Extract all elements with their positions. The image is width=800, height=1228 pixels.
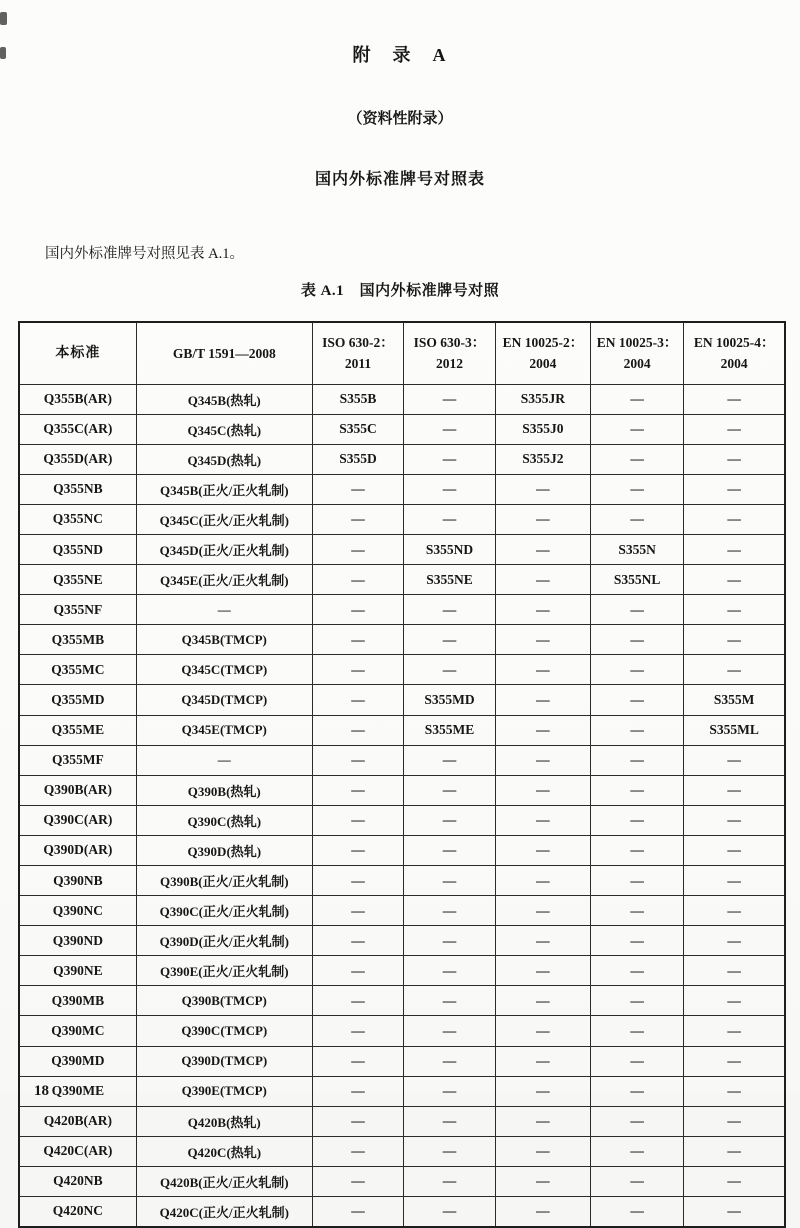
table-cell: Q345C(热轧)	[136, 414, 312, 444]
table-row	[19, 655, 785, 685]
table-cell: —	[684, 956, 785, 986]
appendix-heading: 国内外标准牌号对照表	[314, 171, 485, 188]
table-header-text: GB/T 1591—2008	[172, 345, 276, 361]
table-cell: Q390MB	[19, 986, 136, 1016]
table-cell: S355C	[312, 414, 403, 444]
table-header-cell	[19, 322, 136, 384]
table-cell: Q390C(热轧)	[136, 805, 312, 835]
table-row	[19, 896, 785, 926]
table-cell: —	[312, 805, 403, 835]
table-cell: —	[495, 866, 590, 896]
scan-artifact	[0, 47, 6, 59]
table-cell: —	[312, 835, 403, 865]
table-cell: Q345D(热轧)	[136, 444, 312, 474]
table-cell: Q390D(热轧)	[136, 835, 312, 865]
table-row	[19, 1106, 785, 1136]
table-cell: Q390NC	[19, 896, 136, 926]
table-cell: —	[404, 926, 496, 956]
table-cell: —	[495, 715, 590, 745]
table-header-text: 2004	[720, 356, 748, 372]
table-cell: —	[312, 775, 403, 805]
table-cell: Q345E(正火/正火轧制)	[136, 565, 312, 595]
table-row	[19, 1046, 785, 1076]
table-cell: S355ML	[684, 715, 785, 745]
table-row	[19, 926, 785, 956]
table-cell: —	[312, 866, 403, 896]
table-cell: —	[495, 1106, 590, 1136]
table-cell: —	[684, 565, 785, 595]
table-cell: Q390D(AR)	[19, 835, 136, 865]
table-cell: —	[404, 1197, 496, 1227]
table-row	[19, 1016, 785, 1046]
table-cell: —	[590, 1166, 683, 1196]
table-cell: S355M	[684, 685, 785, 715]
table-row	[19, 685, 785, 715]
table-cell: —	[684, 444, 785, 474]
table-cell: Q355MB	[19, 625, 136, 655]
table-cell: —	[684, 655, 785, 685]
table-row	[19, 835, 785, 865]
table-cell: —	[495, 595, 590, 625]
table-cell: Q345E(TMCP)	[136, 715, 312, 745]
table-cell: —	[312, 896, 403, 926]
table-cell: S355J0	[495, 414, 590, 444]
table-cell: Q355NB	[19, 474, 136, 504]
table-cell: —	[590, 655, 683, 685]
table-row	[19, 625, 785, 655]
table-cell: —	[684, 926, 785, 956]
table-cell: —	[495, 986, 590, 1016]
table-cell: S355MD	[404, 685, 496, 715]
table-cell: —	[590, 444, 683, 474]
table-row	[19, 1197, 785, 1227]
table-cell: —	[404, 745, 496, 775]
table-cell: —	[495, 1076, 590, 1106]
table-cell: —	[495, 1046, 590, 1076]
table-cell: —	[312, 474, 403, 504]
table-row	[19, 775, 785, 805]
table-cell: Q420NC	[19, 1197, 136, 1227]
table-cell: —	[590, 1076, 683, 1106]
table-cell: —	[312, 1046, 403, 1076]
table-cell: Q420C(热轧)	[136, 1136, 312, 1166]
table-header-text: 2004	[529, 356, 557, 372]
table-cell: —	[590, 835, 683, 865]
table-cell: S355JR	[495, 384, 590, 414]
table-cell: Q355NE	[19, 565, 136, 595]
table-row	[19, 956, 785, 986]
table-cell: —	[684, 414, 785, 444]
table-cell: Q355C(AR)	[19, 414, 136, 444]
table-cell: —	[590, 775, 683, 805]
table-cell: —	[312, 1076, 403, 1106]
table-cell: Q345B(正火/正火轧制)	[136, 474, 312, 504]
table-cell: —	[684, 504, 785, 534]
table-cell: Q390C(AR)	[19, 805, 136, 835]
table-cell: S355NL	[590, 565, 683, 595]
table-row	[19, 1076, 785, 1106]
table-cell: —	[404, 986, 496, 1016]
table-cell: —	[312, 1016, 403, 1046]
table-head	[19, 322, 785, 384]
table-header-text: EN 10025-3：	[596, 335, 678, 351]
table-cell: —	[312, 1136, 403, 1166]
table-cell: —	[404, 1166, 496, 1196]
table-header-text: EN 10025-4：	[693, 335, 775, 351]
table-cell: S355B	[312, 384, 403, 414]
table-cell: Q355MD	[19, 685, 136, 715]
appendix-title: 附 录 A	[352, 45, 448, 65]
table-cell: —	[590, 805, 683, 835]
table-body	[19, 384, 785, 1227]
table-cell: —	[684, 775, 785, 805]
table-cell: —	[590, 896, 683, 926]
table-cell: —	[684, 866, 785, 896]
table-cell: —	[495, 504, 590, 534]
table-cell: —	[312, 1106, 403, 1136]
table-row	[19, 565, 785, 595]
table-cell: —	[590, 926, 683, 956]
table-cell: —	[684, 805, 785, 835]
table-row	[19, 715, 785, 745]
table-cell: Q390B(正火/正火轧制)	[136, 866, 312, 896]
table-cell: Q420C(AR)	[19, 1136, 136, 1166]
table-cell: Q345B(热轧)	[136, 384, 312, 414]
table-cell: —	[590, 1136, 683, 1166]
table-cell: Q355NF	[19, 595, 136, 625]
table-cell: —	[404, 655, 496, 685]
table-row	[19, 1136, 785, 1166]
table-row	[19, 805, 785, 835]
table-cell: Q390MD	[19, 1046, 136, 1076]
table-header-text: EN 10025-2：	[502, 335, 584, 351]
table-cell: Q420NB	[19, 1166, 136, 1196]
table-cell: —	[404, 1076, 496, 1106]
table-cell: —	[684, 595, 785, 625]
table-row	[19, 866, 785, 896]
table-cell: —	[495, 565, 590, 595]
table-cell: —	[684, 1016, 785, 1046]
table-cell: Q345B(TMCP)	[136, 625, 312, 655]
table-cell: Q390MC	[19, 1016, 136, 1046]
table-cell: —	[404, 595, 496, 625]
table-row	[19, 986, 785, 1016]
table-cell: —	[684, 1136, 785, 1166]
table-cell: —	[684, 835, 785, 865]
table-cell: —	[684, 1197, 785, 1227]
table-cell: —	[684, 1076, 785, 1106]
table-row	[19, 444, 785, 474]
table-cell: —	[590, 685, 683, 715]
table-header-row	[19, 322, 785, 384]
table-cell: —	[312, 1197, 403, 1227]
table-cell: —	[684, 1046, 785, 1076]
table-cell: S355NE	[404, 565, 496, 595]
table-cell: —	[684, 474, 785, 504]
appendix-header	[0, 0, 800, 227]
table-cell: —	[684, 986, 785, 1016]
table-cell: Q390B(热轧)	[136, 775, 312, 805]
table-cell: —	[684, 745, 785, 775]
table-cell: Q390D(正火/正火轧制)	[136, 926, 312, 956]
table-caption: 表 A.1 国内外标准牌号对照	[300, 283, 500, 299]
table-header-cell	[312, 322, 403, 384]
table-cell: —	[312, 685, 403, 715]
table-cell: S355N	[590, 534, 683, 564]
table-cell: —	[312, 926, 403, 956]
table-cell: —	[495, 775, 590, 805]
table-cell: —	[404, 625, 496, 655]
table-cell: —	[495, 655, 590, 685]
table-cell: —	[495, 926, 590, 956]
table-cell: —	[312, 655, 403, 685]
table-cell: —	[684, 896, 785, 926]
scan-artifact	[0, 12, 7, 25]
table-cell: Q390NE	[19, 956, 136, 986]
table-cell: Q390B(AR)	[19, 775, 136, 805]
table-row	[19, 534, 785, 564]
table-cell: —	[590, 1106, 683, 1136]
table-cell: —	[684, 534, 785, 564]
table-cell: —	[590, 745, 683, 775]
table-cell: Q355MC	[19, 655, 136, 685]
table-cell: Q345D(正火/正火轧制)	[136, 534, 312, 564]
table-cell: Q390C(TMCP)	[136, 1016, 312, 1046]
table-cell: —	[590, 384, 683, 414]
table-cell: —	[590, 956, 683, 986]
table-cell: —	[404, 414, 496, 444]
table-cell: —	[312, 595, 403, 625]
table-cell: —	[312, 565, 403, 595]
table-cell: Q390ME	[19, 1076, 136, 1106]
table-cell: —	[312, 504, 403, 534]
table-header-text: 2011	[344, 356, 372, 372]
page-number: 18	[34, 1083, 49, 1099]
table-cell: —	[404, 956, 496, 986]
table-cell: —	[404, 1136, 496, 1166]
table-cell: Q420B(AR)	[19, 1106, 136, 1136]
table-header-cell	[590, 322, 683, 384]
table-cell: —	[136, 595, 312, 625]
table-cell: —	[312, 1166, 403, 1196]
table-cell: —	[590, 1197, 683, 1227]
table-row	[19, 474, 785, 504]
table-cell: S355ME	[404, 715, 496, 745]
table-cell: —	[590, 1046, 683, 1076]
table-cell: —	[404, 384, 496, 414]
table-cell: —	[404, 504, 496, 534]
table-cell: —	[404, 896, 496, 926]
table-cell: —	[404, 835, 496, 865]
table-cell: —	[684, 384, 785, 414]
table-cell: —	[312, 715, 403, 745]
table-row	[19, 745, 785, 775]
table-header-text: ISO 630-2：	[322, 335, 394, 351]
table-cell: —	[312, 625, 403, 655]
table-row	[19, 504, 785, 534]
table-cell: Q390D(TMCP)	[136, 1046, 312, 1076]
table-cell: Q345C(正火/正火轧制)	[136, 504, 312, 534]
table-row	[19, 384, 785, 414]
table-cell: —	[590, 1016, 683, 1046]
table-row	[19, 595, 785, 625]
table-cell: —	[590, 414, 683, 444]
table-cell: —	[136, 745, 312, 775]
table-cell: —	[495, 805, 590, 835]
table-cell: —	[404, 444, 496, 474]
table-header-text: 2004	[623, 356, 651, 372]
table-cell: Q390B(TMCP)	[136, 986, 312, 1016]
table-cell: —	[495, 534, 590, 564]
intro-text: 国内外标准牌号对照见表 A.1。	[45, 246, 244, 262]
table-cell: —	[590, 715, 683, 745]
table-cell: Q345D(TMCP)	[136, 685, 312, 715]
table-cell: —	[495, 745, 590, 775]
table-cell: Q355MF	[19, 745, 136, 775]
table-row	[19, 414, 785, 444]
table-row	[19, 1166, 785, 1196]
table-cell: —	[590, 504, 683, 534]
table-cell: Q355D(AR)	[19, 444, 136, 474]
table-header-cell	[684, 322, 785, 384]
grade-comparison-table	[18, 321, 786, 1228]
table-cell: —	[590, 986, 683, 1016]
table-header-cell	[136, 322, 312, 384]
table-cell: —	[495, 625, 590, 655]
table-cell: —	[495, 1016, 590, 1046]
table-cell: —	[495, 835, 590, 865]
table-cell: —	[495, 474, 590, 504]
table-cell: S355D	[312, 444, 403, 474]
table-cell: Q420B(正火/正火轧制)	[136, 1166, 312, 1196]
table-cell: S355J2	[495, 444, 590, 474]
table-cell: —	[495, 896, 590, 926]
table-cell: —	[404, 1016, 496, 1046]
table-cell: Q390E(正火/正火轧制)	[136, 956, 312, 986]
table-cell: —	[495, 956, 590, 986]
table-cell: —	[404, 474, 496, 504]
table-cell: —	[590, 474, 683, 504]
table-cell: —	[495, 685, 590, 715]
table-cell: —	[590, 625, 683, 655]
table-cell: Q420C(正火/正火轧制)	[136, 1197, 312, 1227]
table-header-text: 2012	[435, 356, 463, 372]
table-cell: —	[404, 1046, 496, 1076]
table-cell: —	[404, 805, 496, 835]
table-header-text: 本标准	[55, 345, 101, 361]
table-header-cell	[495, 322, 590, 384]
table-cell: —	[312, 745, 403, 775]
table-cell: —	[495, 1197, 590, 1227]
table-cell: Q390NB	[19, 866, 136, 896]
table-cell: —	[312, 534, 403, 564]
table-cell: —	[590, 866, 683, 896]
table-cell: —	[312, 986, 403, 1016]
table-cell: Q390ND	[19, 926, 136, 956]
table-cell: Q355NC	[19, 504, 136, 534]
table-cell: —	[495, 1166, 590, 1196]
table-cell: —	[590, 595, 683, 625]
table-cell: —	[312, 956, 403, 986]
table-cell: Q355ND	[19, 534, 136, 564]
table-cell: S355ND	[404, 534, 496, 564]
table-cell: Q345C(TMCP)	[136, 655, 312, 685]
table-cell: Q390C(正火/正火轧制)	[136, 896, 312, 926]
table-cell: —	[404, 866, 496, 896]
table-cell: —	[404, 1106, 496, 1136]
appendix-subtitle: （资料性附录）	[347, 111, 453, 127]
table-header-cell	[404, 322, 496, 384]
table-cell: —	[495, 1136, 590, 1166]
table-cell: Q420B(热轧)	[136, 1106, 312, 1136]
table-cell: —	[684, 625, 785, 655]
table-cell: Q390E(TMCP)	[136, 1076, 312, 1106]
table-cell: —	[404, 775, 496, 805]
table-cell: —	[684, 1166, 785, 1196]
table-cell: —	[684, 1106, 785, 1136]
table-cell: Q355B(AR)	[19, 384, 136, 414]
table-header-text: ISO 630-3：	[413, 335, 486, 351]
table-cell: Q355ME	[19, 715, 136, 745]
